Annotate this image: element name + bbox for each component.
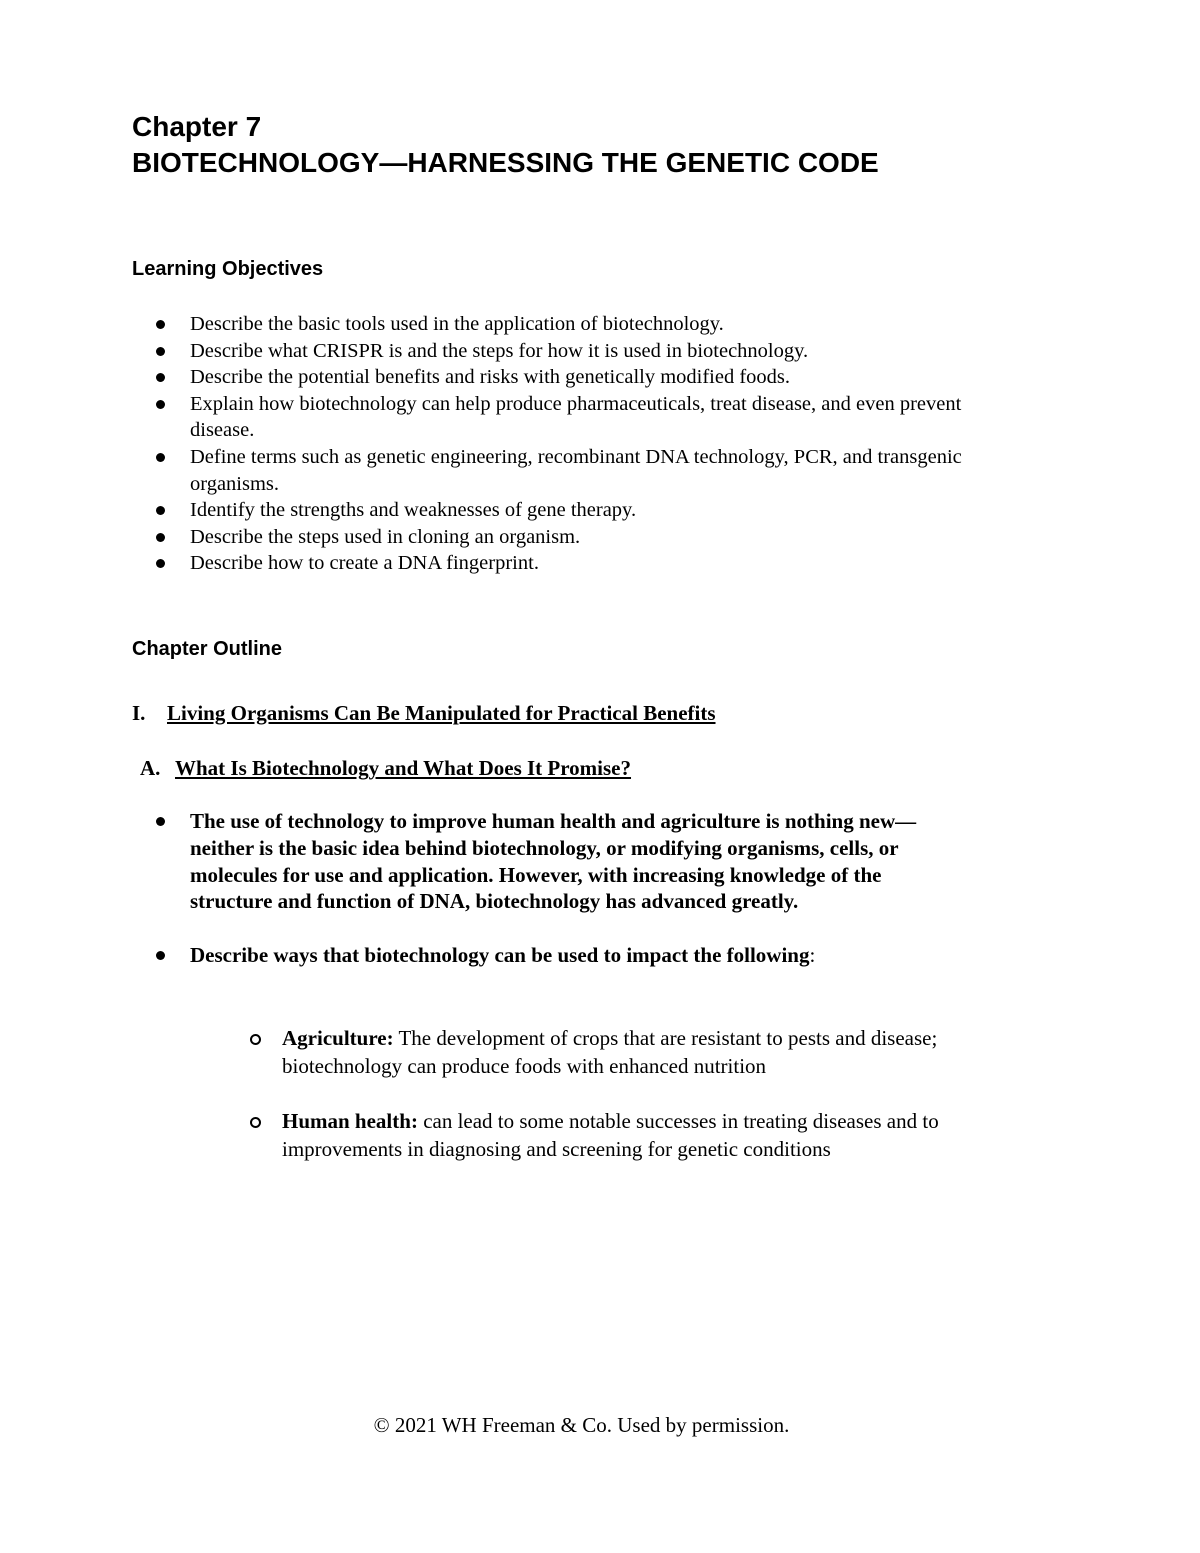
impact-sub-bullets	[132, 1024, 1052, 1163]
objective-item: Describe how to create a DNA fingerprint.	[132, 550, 1032, 577]
bullet-icon	[156, 347, 165, 356]
hollow-bullet-icon	[250, 1034, 261, 1045]
objective-item: Describe the basic tools used in the application of biotechnology.	[132, 311, 1032, 338]
outline-bullets	[132, 808, 1052, 969]
bullet-icon	[156, 453, 165, 462]
bullet-icon	[156, 400, 165, 409]
bullet-icon	[156, 373, 165, 382]
outline-bullet-item: The use of technology to improve human health and agriculture is nothing new— neither is the basic idea behind biotechnology, or modifying organisms, cells, or molecules for use and application. However, with increasing knowledge of the structure and function of DNA, biotechnology has advanced greatly.	[132, 808, 950, 915]
copyright-footer: © 2021 WH Freeman & Co. Used by permission.	[373, 1413, 790, 1437]
section-numeral: I.	[132, 701, 146, 725]
chapter-outline-heading: Chapter Outline	[132, 638, 283, 660]
learning-objectives-list	[132, 311, 1032, 577]
bullet-icon	[156, 951, 165, 960]
sub-bullet-human-health: Human health: can lead to some notable successes in treating diseases and to improvements in diagnosing and screening for genetic conditions	[132, 1107, 1052, 1163]
outline-section-heading	[132, 700, 716, 726]
chapter-number: Chapter 7	[132, 111, 262, 142]
outline-subsection-heading	[140, 755, 631, 781]
bullet-icon	[156, 559, 165, 568]
objective-item: Describe the potential benefits and risks with genetically modified foods.	[132, 364, 1032, 391]
hollow-bullet-icon	[250, 1117, 261, 1128]
bullet-icon	[156, 320, 165, 329]
subsection-title: What Is Biotechnology and What Does It Promise?	[175, 756, 632, 780]
outline-bullet-item: Describe ways that biotechnology can be used to impact the following:	[132, 942, 1052, 969]
objective-item: Describe what CRISPR is and the steps for how it is used in biotechnology.	[132, 338, 1032, 365]
objective-item: Define terms such as genetic engineering, recombinant DNA technology, PCR, and transgenic organisms.	[132, 444, 990, 497]
subsection-letter: A.	[140, 756, 161, 780]
objective-item: Describe the steps used in cloning an organism.	[132, 524, 1032, 551]
section-title: Living Organisms Can Be Manipulated for Practical Benefits	[167, 701, 716, 725]
bullet-icon	[156, 533, 165, 542]
bullet-icon	[156, 506, 165, 515]
objective-item: Identify the strengths and weaknesses of gene therapy.	[132, 497, 1032, 524]
sub-bullet-agriculture: Agriculture: The development of crops that are resistant to pests and disease; biotechnology can produce foods with enhanced nutrition	[132, 1024, 1052, 1080]
chapter-title: BIOTECHNOLOGY—HARNESSING THE GENETIC CODE	[132, 147, 879, 178]
objective-item: Explain how biotechnology can help produce pharmaceuticals, treat disease, and even prevent disease.	[132, 391, 990, 444]
learning-objectives-heading: Learning Objectives	[132, 258, 324, 280]
bullet-icon	[156, 817, 165, 826]
